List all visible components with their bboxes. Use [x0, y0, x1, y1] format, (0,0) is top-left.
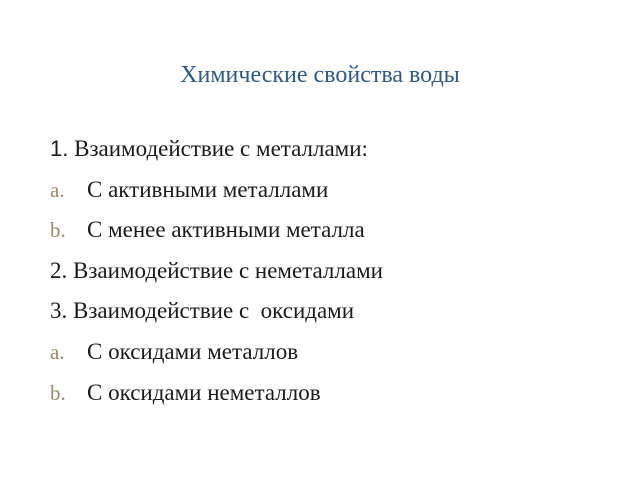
- list-item-text: Взаимодействие с металлами:: [68, 136, 368, 161]
- list-marker: a.: [50, 339, 65, 364]
- list-item-text: 3. Взаимодействие с оксидами: [50, 298, 355, 324]
- list-item: [50, 136, 610, 177]
- slide-title: Химические свойства воды: [180, 62, 460, 88]
- list-marker: b.: [50, 380, 66, 405]
- list-item-text: 2. Взаимодействие с неметаллами: [50, 257, 383, 283]
- list-item-text: С оксидами неметаллов: [87, 379, 321, 405]
- list-item-text: С активными металлами: [87, 176, 329, 202]
- sub-list-item: [50, 217, 610, 258]
- list-number: 1.: [50, 136, 69, 161]
- list-item: [50, 258, 610, 299]
- sub-list-item: [50, 380, 610, 421]
- slide-content: [50, 136, 610, 420]
- list-item-text: С оксидами металлов: [87, 338, 299, 364]
- list-item: [50, 298, 610, 339]
- sub-list-item: [50, 339, 610, 380]
- list-marker: a.: [50, 177, 65, 202]
- sub-list-item: [50, 177, 610, 218]
- list-marker: b.: [50, 218, 66, 243]
- list-item-text: С менее активными металла: [87, 217, 365, 243]
